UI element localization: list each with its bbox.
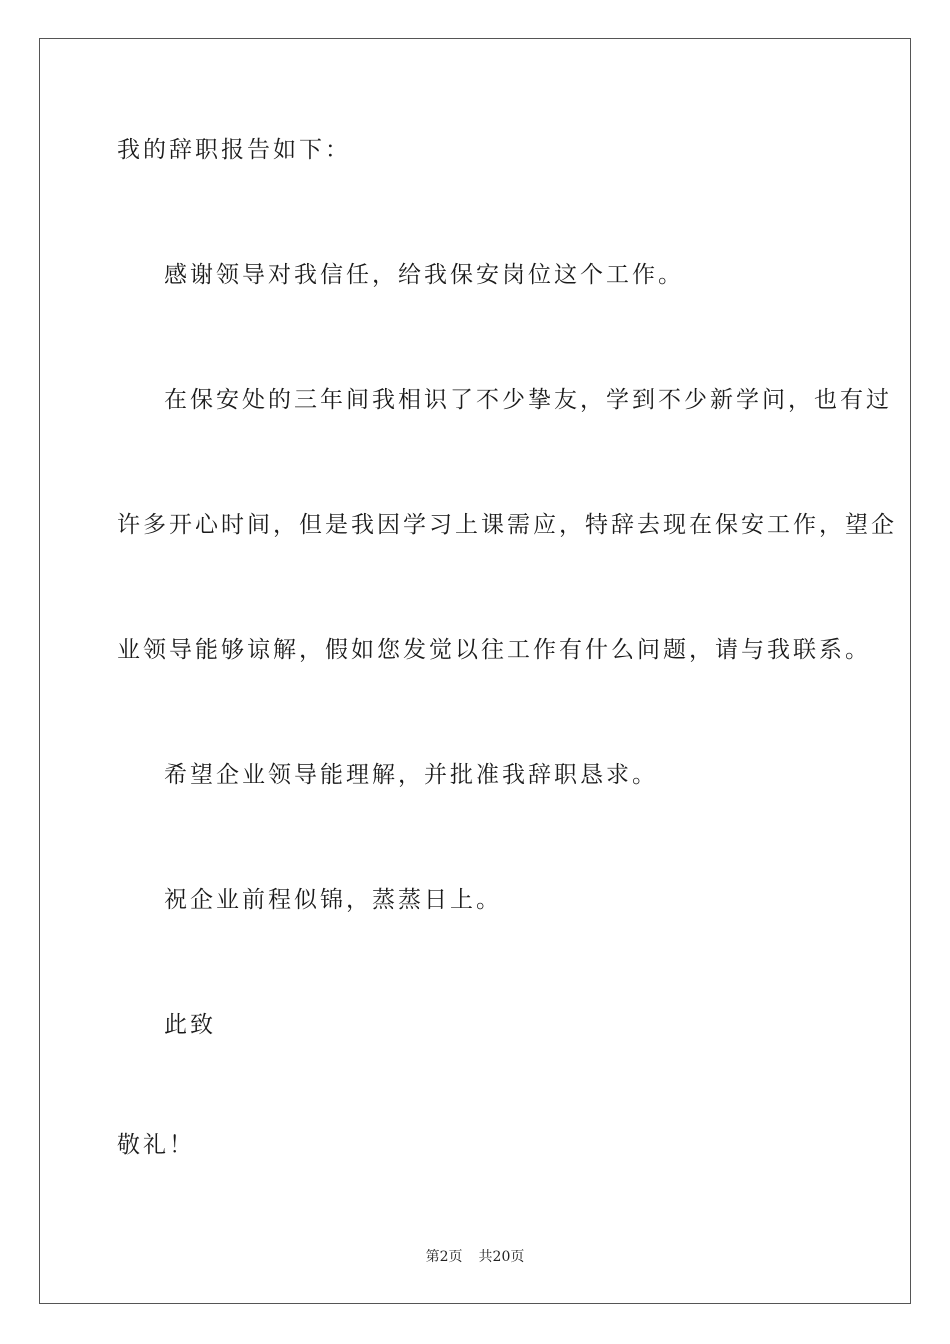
page-number: 第2页 [425, 1249, 463, 1265]
page-footer [0, 1248, 950, 1266]
paragraph-body-line-3: 业领导能够谅解，假如您发觉以往工作有什么问题，请与我联系。 [117, 637, 871, 663]
paragraph-request: 希望企业领导能理解，并批准我辞职恳求。 [164, 762, 658, 788]
paragraph-body-line-1: 在保安处的三年间我相识了不少挚友，学到不少新学问，也有过 [164, 387, 892, 413]
closing-salutation: 此致 [164, 1012, 216, 1038]
paragraph-body-line-2: 许多开心时间，但是我因学习上课需应，特辞去现在保安工作，望企 [117, 512, 897, 538]
closing-regards: 敬礼！ [117, 1132, 195, 1158]
page-total: 共20页 [478, 1249, 525, 1265]
page-frame [39, 38, 911, 1304]
paragraph-intro: 我的辞职报告如下： [117, 137, 351, 163]
paragraph-wishes: 祝企业前程似锦，蒸蒸日上。 [164, 887, 502, 913]
paragraph-thanks: 感谢领导对我信任，给我保安岗位这个工作。 [164, 262, 684, 288]
